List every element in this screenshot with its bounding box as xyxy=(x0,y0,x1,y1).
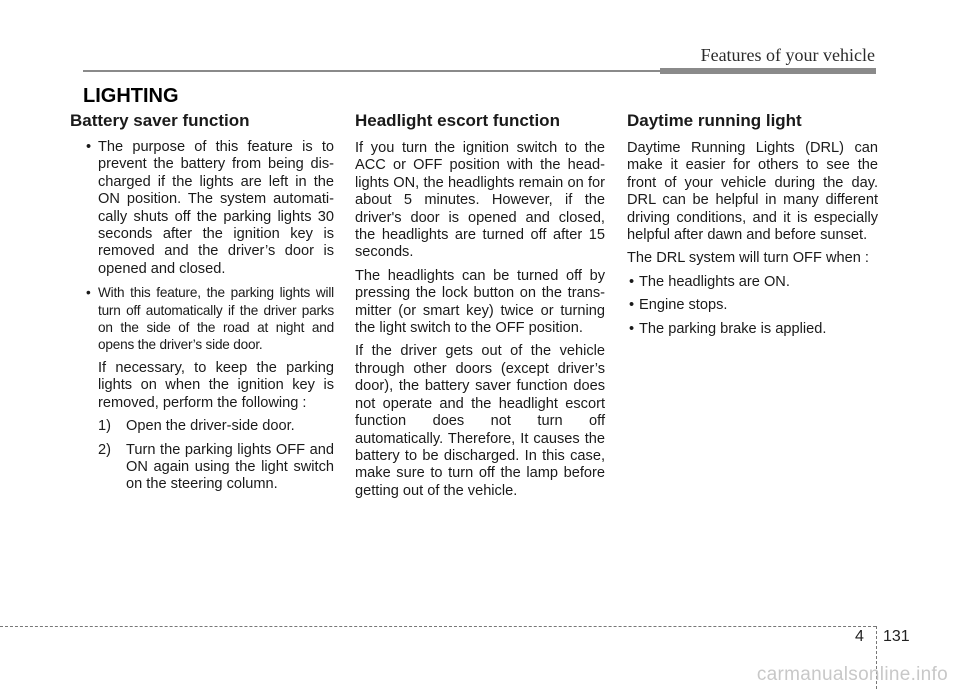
section-heading: LIGHTING xyxy=(83,85,179,107)
page-number: 131 xyxy=(883,628,910,645)
header-rule-accent xyxy=(660,68,876,74)
drl-heading: Daytime running light xyxy=(627,111,802,130)
battery-saver-column xyxy=(70,111,334,500)
step-number: 2) xyxy=(98,441,111,458)
drl-para-2: The DRL system will turn OFF when : xyxy=(627,250,869,267)
headlight-escort-para-1: If you turn the ignition switch to the ACC or OFF position with the head-lights ON, the headlights remain on for about 5 minutes. However, if the driver's door is opened and closed, the headlights are turned off after 15 seconds. xyxy=(355,140,605,261)
headlight-escort-para-2: The headlights can be turned off by pressing the lock button on the trans-mitter (or smart key) twice or turning the light switch to the OFF position. xyxy=(355,267,605,337)
drl-bullet-3: • The parking brake is applied. xyxy=(627,321,878,338)
headlight-escort-heading: Headlight escort function xyxy=(355,111,560,130)
step-text: Turn the parking lights OFF and ON again using the light switch on the steering column. xyxy=(126,441,334,493)
step-number: 1) xyxy=(98,418,111,435)
drl-bullet-1: • The headlights are ON. xyxy=(627,274,878,291)
step-text: Open the driver-side door. xyxy=(126,418,295,435)
chapter-number: 4 xyxy=(855,628,864,645)
battery-saver-heading: Battery saver function xyxy=(70,111,250,130)
watermark: carmanualsonline.info xyxy=(756,664,948,685)
drl-bullet-2: • Engine stops. xyxy=(627,297,878,314)
footer-rule xyxy=(0,626,876,627)
battery-saver-bullet-2: • With this feature, the parking lights will turn off automatically if the driver parks on the side of the road at night and opens the driver’s side door. xyxy=(70,284,334,354)
battery-saver-step-2 xyxy=(70,442,334,494)
battery-saver-bullet-1: • The purpose of this feature is to prevent the battery from being dis-charged if the lights are left in the ON position. The system automati-cally shuts off the parking lights 30 seconds after the ignition key is removed and the driver’s door is opened and closed. xyxy=(70,139,334,278)
headlight-escort-column xyxy=(355,111,605,506)
headlight-escort-para-3: If the driver gets out of the vehicle through other doors (except driver’s door), the battery saver function does not operate and the headlight escort function does not turn off automatically. Therefore, It causes the battery to be discharged. In this case, make sure to turn off the lamp before getting out of the vehicle. xyxy=(355,343,605,499)
drl-para-1: Daytime Running Lights (DRL) can make it easier for others to see the front of your vehicle during the day. DRL can be helpful in many different driving conditions, and it is especially helpful after dawn and before sunset. xyxy=(627,140,878,244)
drl-column xyxy=(627,111,878,344)
battery-saver-step-1 xyxy=(70,418,334,435)
battery-saver-para: If necessary, to keep the parking lights on when the ignition key is removed, perform the following : xyxy=(98,359,334,411)
header-title: Features of your vehicle xyxy=(700,45,875,65)
